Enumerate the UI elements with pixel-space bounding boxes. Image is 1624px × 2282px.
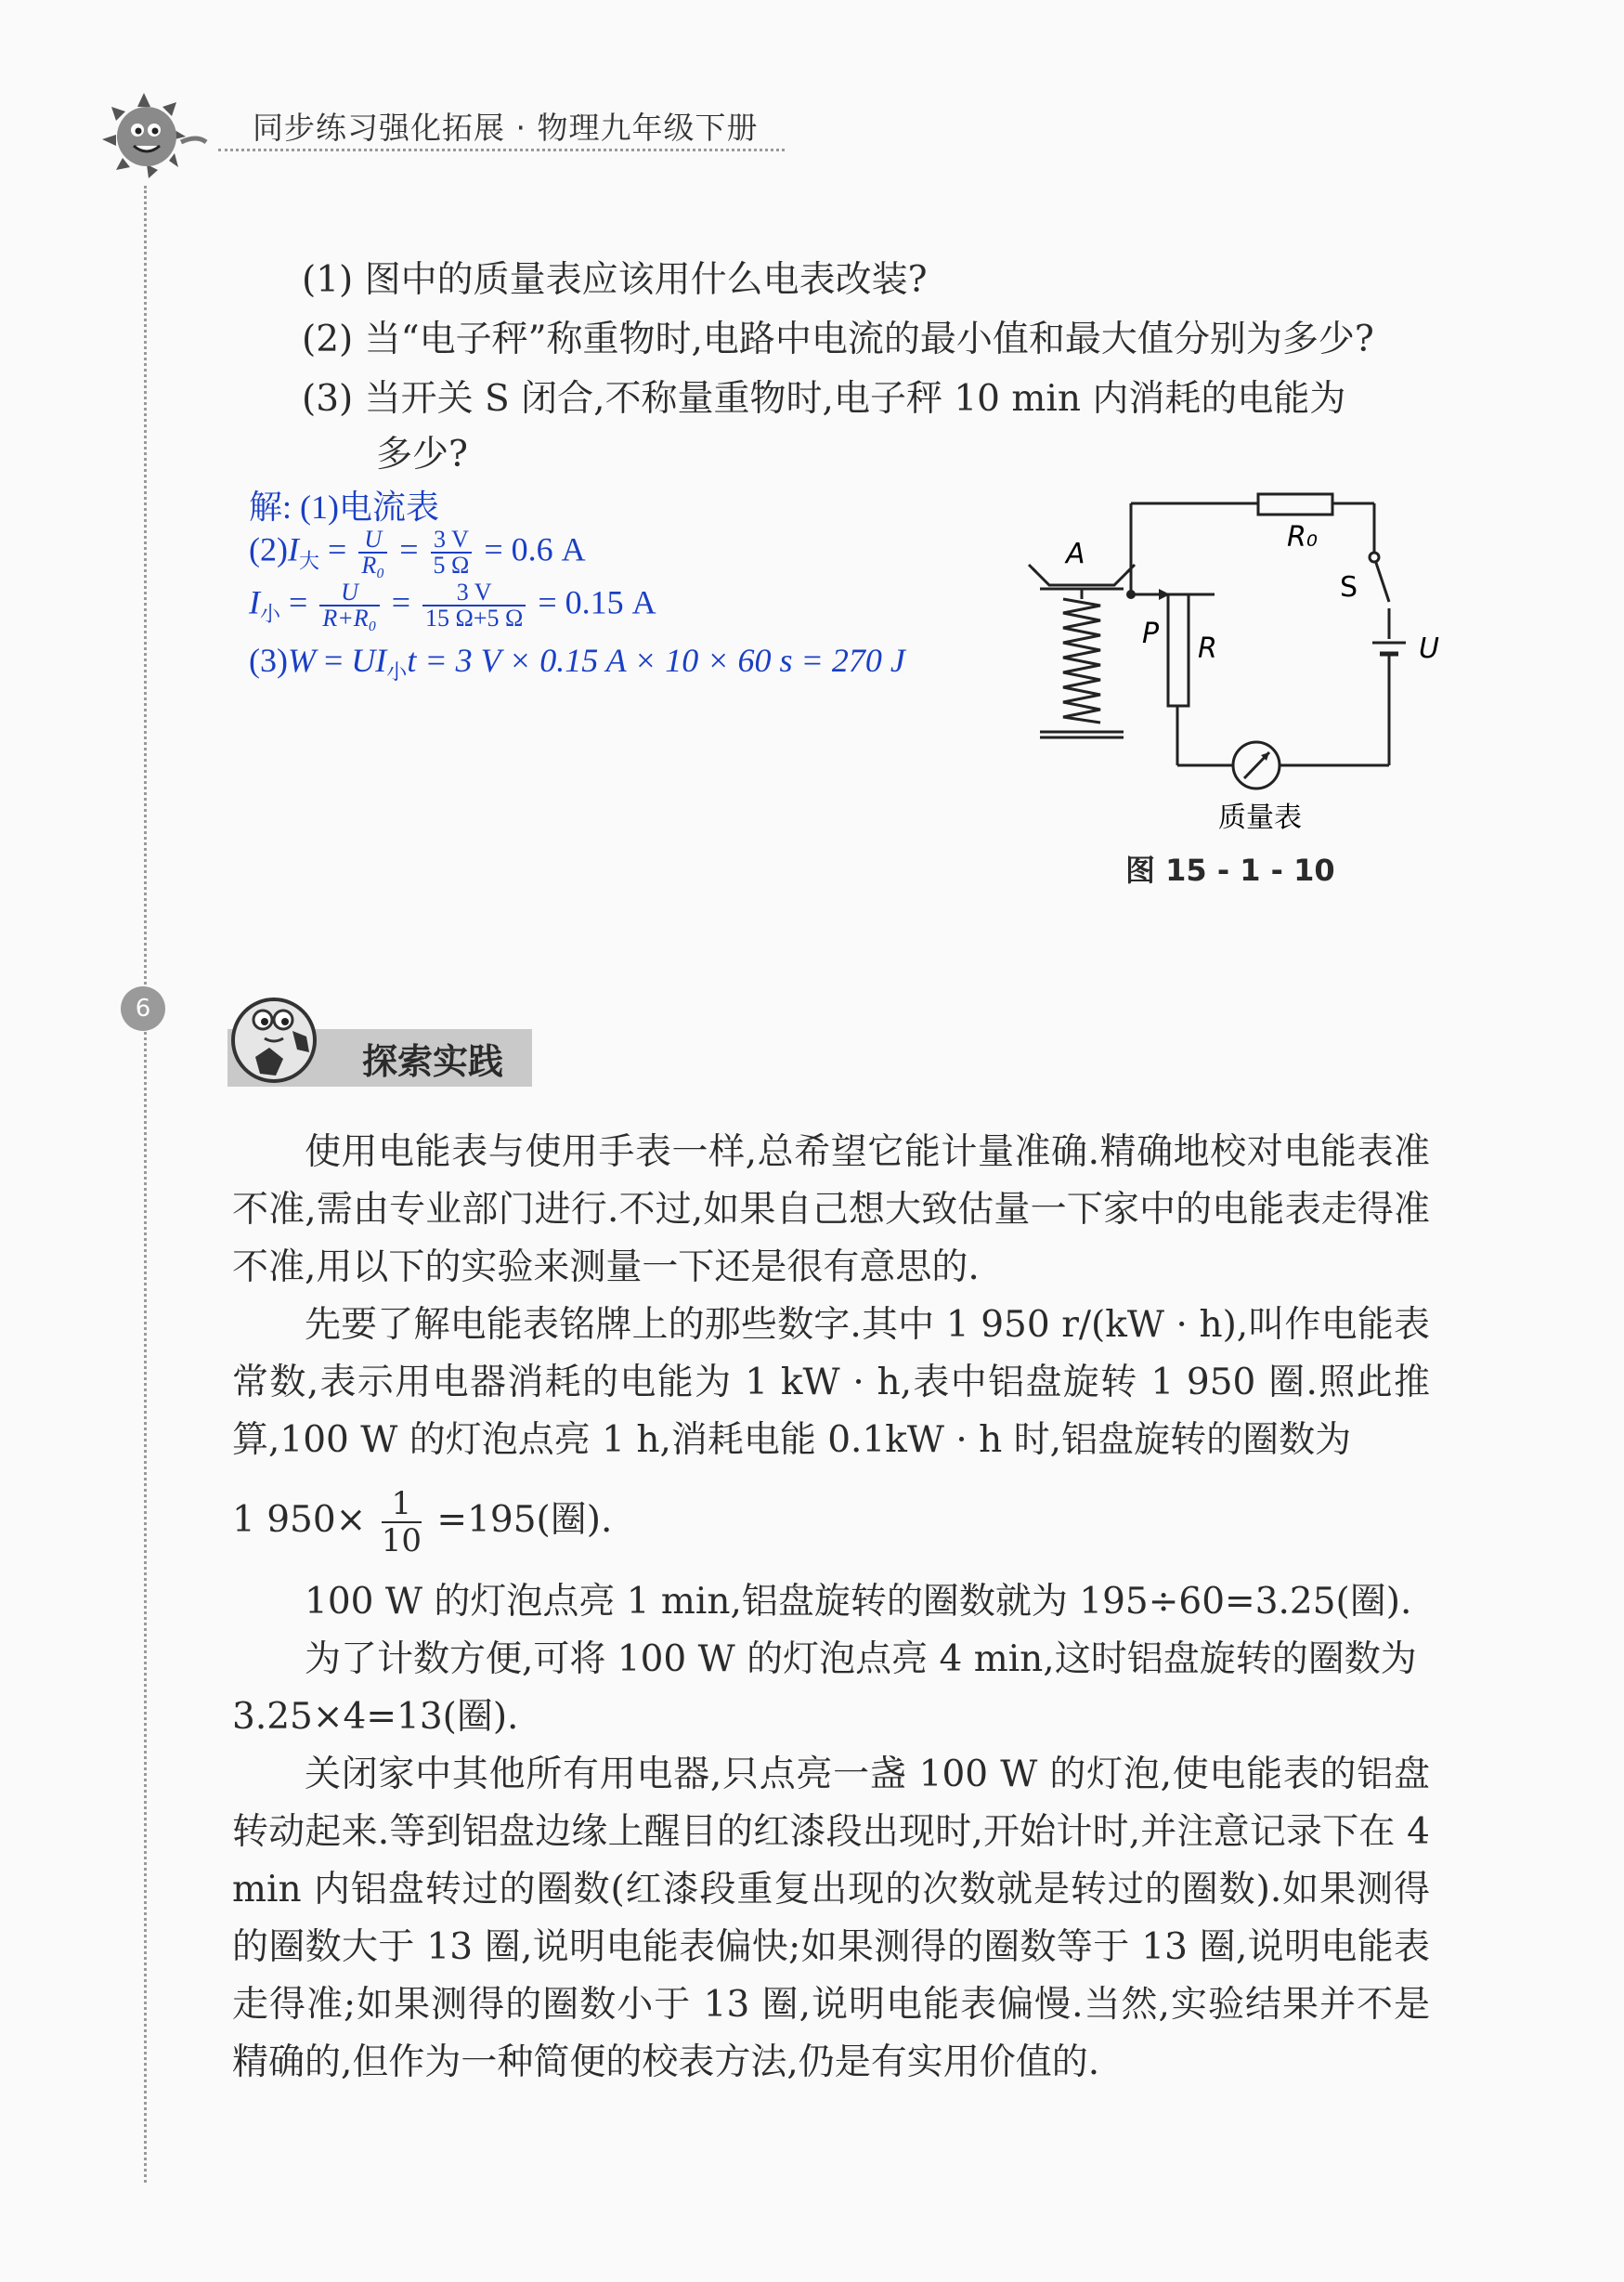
- paragraph-4: 为了计数方便,可将 100 W 的灯泡点亮 4 min,这时铝盘旋转的圈数为: [305, 1638, 1417, 1680]
- solution-line-4: $(3)W = UI_小t = 3$ V × 0.15 A × 10 × 60 s = 270 J: [249, 642, 905, 685]
- ball-mascot-icon: [227, 983, 320, 1094]
- formula-line: [232, 1486, 612, 1558]
- frac-den: R+R₀: [322, 605, 377, 632]
- solution-2-result: = 0.6 A: [484, 530, 586, 568]
- current-sub: 大: [298, 549, 319, 573]
- ui-var: UI: [351, 642, 387, 679]
- paragraph-4-result: 3.25×4=13(圈).: [232, 1696, 519, 1738]
- section-title: 探索实践: [362, 1041, 504, 1082]
- label-s: S: [1340, 571, 1358, 604]
- solution-2-prefix: (2): [249, 530, 288, 568]
- current-sub: 小: [260, 602, 281, 626]
- header-divider: [218, 149, 785, 151]
- fraction-values: [431, 528, 473, 578]
- figure-caption: 图 15 - 1 - 10: [1125, 853, 1335, 888]
- paragraph-5: 关闭家中其他所有用电器,只点亮一盏 100 W 的灯泡,使电能表的铝盘转动起来.等到铝盘边缘上醒目的红漆段出现时,开始计时,并注意记录下在 4 min 内铝盘转过的圈数(红漆段重复出现的次数就是转过的圈数).如果测得的圈数大于 13 圈,说明电能表偏快;如果测得的圈数等于 13 圈,说明电能表走得准;如果测得的圈数小于 13 圈,说明电能表偏慢.当然,实验结果并不是精确的,但作为一种简便的校表方法,仍是有实用价值的.: [232, 1754, 1430, 2083]
- formula-suffix: =195(圈).: [436, 1499, 613, 1541]
- frac-num: 3 V: [422, 580, 526, 606]
- question-3: (3) 当开关 S 闭合,不称量重物时,电子秤 10 min 内消耗的电能为: [302, 378, 1346, 420]
- solution-4-prefix: (3): [249, 642, 288, 679]
- frac-num: U: [341, 579, 358, 606]
- header-title: 同步练习强化拓展 · 物理九年级下册: [253, 110, 759, 146]
- solution-line-2: $(2)I_大$ = $\frac{U}{\text{R₀}}$ = $\frac{3 V}{5 \Omega}$ = 0.6 A: [249, 526, 586, 579]
- question-2: (2) 当“电子秤”称重物时,电路中电流的最小值和最大值分别为多少?: [302, 319, 1374, 360]
- solution-4-rest: t = 3 V × 0.15 A × 10 × 60 s = 270 J: [407, 642, 905, 679]
- formula-prefix: 1 950×: [232, 1499, 367, 1541]
- frac-num: 3 V: [431, 528, 473, 554]
- frac-den: R₀: [361, 552, 385, 579]
- frac-den: 15 Ω+5 Ω: [425, 605, 524, 632]
- solution-line-3: $I_小$ = $\frac{U}{\text{R+R₀}}$ = $\frac{3 V}{15 \Omega+5 \Omega}$ = 0.15 A: [249, 579, 656, 632]
- frac-den: 10: [381, 1522, 422, 1559]
- label-r: R: [1198, 632, 1217, 665]
- frac-num: U: [364, 526, 383, 553]
- paragraph-1: 使用电能表与使用手表一样,总希望它能计量准确.精确地校对电能表准不准,需由专业部门进行.不过,如果自己想大致估量一下家中的电能表走得准不准,用以下的实验来测量一下还是很有意思的.: [232, 1131, 1430, 1288]
- paragraph-3: 100 W 的灯泡点亮 1 min,铝盘旋转的圈数就为 195÷60=3.25(圈).: [305, 1581, 1412, 1623]
- label-u: U: [1419, 632, 1439, 665]
- page-number: 6: [121, 986, 165, 1031]
- question-3-cont: 多少?: [376, 434, 468, 476]
- meter-label: 质量表: [1218, 802, 1302, 834]
- formula-fraction: [382, 1486, 422, 1558]
- current-var: I: [249, 583, 260, 621]
- current-sub: 小: [386, 660, 408, 685]
- energy-var: W: [287, 642, 316, 679]
- fraction-u-r0: [358, 528, 387, 578]
- label-r0: R₀: [1287, 521, 1318, 554]
- solution-3-result: = 0.15 A: [538, 583, 656, 621]
- label-a: A: [1066, 538, 1085, 570]
- fraction-values: [422, 580, 526, 631]
- current-var: I: [287, 530, 299, 568]
- question-1: (1) 图中的质量表应该用什么电表改装?: [302, 259, 928, 301]
- paragraph-2: 先要了解电能表铭牌上的那些数字.其中 1 950 r/(kW · h),叫作电能表常数,表示用电器消耗的电能为 1 kW · h,表中铝盘旋转 1 950 圈.照此推算,100 W 的灯泡点亮 1 h,消耗电能 0.1kW · h 时,铝盘旋转的圈数为: [232, 1304, 1430, 1461]
- fraction-u-rr0: [319, 580, 379, 631]
- margin-divider: [144, 186, 147, 2183]
- frac-den: 5 Ω: [433, 552, 470, 579]
- solution-line-1: 解: (1)电流表: [249, 489, 439, 526]
- sun-mascot-icon: [93, 88, 223, 181]
- label-p: P: [1142, 618, 1160, 650]
- frac-num: 1: [382, 1486, 422, 1523]
- circuit-diagram: [1012, 483, 1458, 892]
